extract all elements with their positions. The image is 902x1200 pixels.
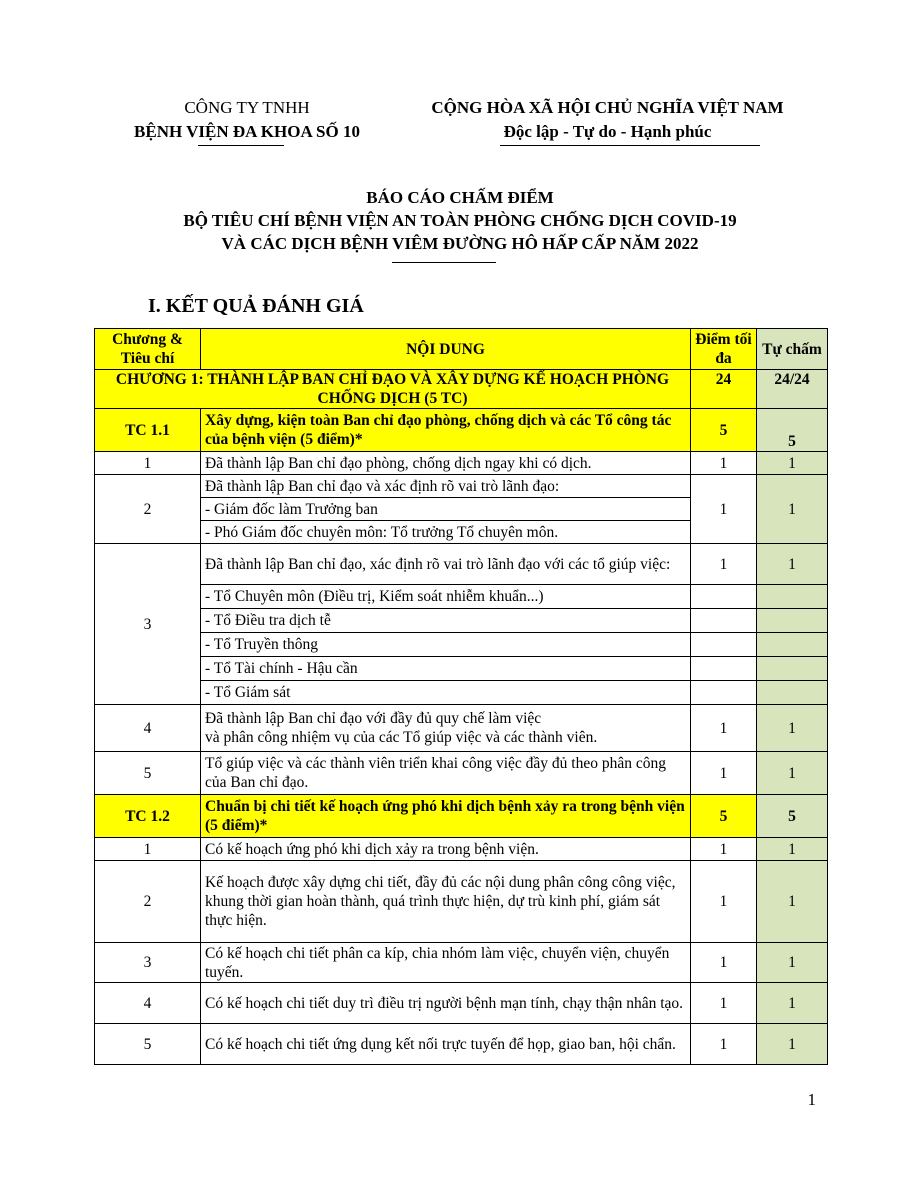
empty-cell bbox=[757, 609, 828, 633]
item-number: 4 bbox=[95, 705, 201, 752]
report-title-line1: BÁO CÁO CHẤM ĐIỂM bbox=[366, 188, 554, 207]
criterion-text: Chuẩn bị chi tiết kế hoạch ứng phó khi dịch bệnh xảy ra trong bệnh viện (5 điểm)* bbox=[201, 795, 691, 838]
item-text: Đã thành lập Ban chỉ đạo, xác định rõ vai trò lãnh đạo với các tổ giúp việc: bbox=[201, 544, 691, 585]
item-text: Có kế hoạch chi tiết ứng dụng kết nối trực tuyến để họp, giao ban, hội chẩn. bbox=[201, 1024, 691, 1065]
chapter-max-score: 24 bbox=[691, 370, 757, 409]
table-row bbox=[95, 544, 828, 585]
empty-cell bbox=[691, 657, 757, 681]
empty-cell bbox=[757, 633, 828, 657]
criterion-self-score: 5 bbox=[757, 795, 828, 838]
item-text: - Tổ Chuyên môn (Điều trị, Kiểm soát nhiễm khuẩn...) bbox=[201, 585, 691, 609]
item-text: - Giám đốc làm Trưởng ban bbox=[201, 498, 691, 521]
criterion-code: TC 1.2 bbox=[95, 795, 201, 838]
table-header-row bbox=[95, 329, 828, 370]
section-title: I. KẾT QUẢ ĐÁNH GIÁ bbox=[148, 295, 364, 317]
criterion-row bbox=[95, 795, 828, 838]
item-number: 2 bbox=[95, 475, 201, 544]
page-number: 1 bbox=[807, 1090, 816, 1109]
item-max-score: 1 bbox=[691, 475, 757, 544]
table-row bbox=[95, 1024, 828, 1065]
item-text bbox=[201, 705, 691, 752]
empty-cell bbox=[691, 633, 757, 657]
item-self-score: 1 bbox=[757, 861, 828, 943]
item-text bbox=[201, 861, 691, 943]
header-self-score: Tự chấm bbox=[757, 329, 828, 370]
item-max-score: 1 bbox=[691, 544, 757, 585]
table-row bbox=[95, 838, 828, 861]
header-content: NỘI DUNG bbox=[201, 329, 691, 370]
item-text-line: Kế hoạch được xây dựng chi tiết, đầy đủ các nội dung phân công công việc, bbox=[205, 874, 676, 891]
empty-cell bbox=[757, 681, 828, 705]
item-text: Đã thành lập Ban chỉ đạo và xác định rõ vai trò lãnh đạo: bbox=[201, 475, 691, 498]
item-self-score: 1 bbox=[757, 1024, 828, 1065]
table-row bbox=[95, 633, 828, 657]
item-number: 4 bbox=[95, 983, 201, 1024]
item-max-score: 1 bbox=[691, 943, 757, 983]
org-name-line1: CÔNG TY TNHH bbox=[184, 98, 310, 117]
item-max-score: 1 bbox=[691, 861, 757, 943]
table-row bbox=[95, 452, 828, 475]
item-self-score: 1 bbox=[757, 544, 828, 585]
chapter-row bbox=[95, 370, 828, 409]
item-max-score: 1 bbox=[691, 1024, 757, 1065]
empty-cell bbox=[757, 585, 828, 609]
item-text: - Tổ Điều tra dịch tễ bbox=[201, 609, 691, 633]
item-text: Có kế hoạch chi tiết phân ca kíp, chia nhóm làm việc, chuyển viện, chuyển tuyến. bbox=[201, 943, 691, 983]
item-max-score: 1 bbox=[691, 983, 757, 1024]
header-max-score: Điểm tối đa bbox=[691, 329, 757, 370]
item-text: Có kế hoạch ứng phó khi dịch xảy ra trong bệnh viện. bbox=[201, 838, 691, 861]
nation-motto: Độc lập - Tự do - Hạnh phúc bbox=[503, 122, 712, 141]
empty-cell bbox=[691, 681, 757, 705]
empty-cell bbox=[691, 585, 757, 609]
criterion-max-score: 5 bbox=[691, 795, 757, 838]
item-text: Tổ giúp việc và các thành viên triển khai công việc đầy đủ theo phân công của Ban chỉ đạo. bbox=[201, 752, 691, 795]
table-row bbox=[95, 983, 828, 1024]
criterion-max-score: 5 bbox=[691, 409, 757, 452]
table-row bbox=[95, 752, 828, 795]
item-self-score: 1 bbox=[757, 838, 828, 861]
item-self-score: 1 bbox=[757, 705, 828, 752]
item-self-score: 1 bbox=[757, 452, 828, 475]
header-chapter: Chương & Tiêu chí bbox=[95, 329, 201, 370]
item-self-score: 1 bbox=[757, 475, 828, 544]
evaluation-table bbox=[94, 328, 828, 1065]
item-max-score: 1 bbox=[691, 452, 757, 475]
table-row bbox=[95, 657, 828, 681]
item-text: - Tổ Tài chính - Hậu cần bbox=[201, 657, 691, 681]
item-number: 5 bbox=[95, 1024, 201, 1065]
title-underline bbox=[392, 262, 496, 263]
table-row bbox=[95, 861, 828, 943]
nation-header bbox=[400, 96, 815, 144]
criterion-text: Xây dựng, kiện toàn Ban chỉ đạo phòng, chống dịch và các Tổ công tác của bệnh viện (5 điểm)* bbox=[201, 409, 691, 452]
criterion-self-score: 5 bbox=[757, 409, 828, 452]
table-row bbox=[95, 609, 828, 633]
item-text: Có kế hoạch chi tiết duy trì điều trị người bệnh mạn tính, chạy thận nhân tạo. bbox=[201, 983, 691, 1024]
chapter-title: CHƯƠNG 1: THÀNH LẬP BAN CHỈ ĐẠO VÀ XÂY DỰNG KẾ HOẠCH PHÒNG CHỐNG DỊCH (5 TC) bbox=[95, 370, 691, 409]
table-row bbox=[95, 585, 828, 609]
chapter-self-score: 24/24 bbox=[757, 370, 828, 409]
item-number: 2 bbox=[95, 861, 201, 943]
org-header bbox=[102, 96, 392, 144]
report-title-line3: VÀ CÁC DỊCH BỆNH VIÊM ĐƯỜNG HÔ HẤP CẤP NĂM 2022 bbox=[221, 234, 699, 253]
org-name-line2: BỆNH VIỆN ĐA KHOA SỐ 10 bbox=[134, 122, 360, 141]
item-text: - Tổ Giám sát bbox=[201, 681, 691, 705]
empty-cell bbox=[691, 609, 757, 633]
report-title bbox=[100, 186, 820, 255]
item-self-score: 1 bbox=[757, 983, 828, 1024]
empty-cell bbox=[757, 657, 828, 681]
criterion-row bbox=[95, 409, 828, 452]
item-text: Đã thành lập Ban chỉ đạo phòng, chống dịch ngay khi có dịch. bbox=[201, 452, 691, 475]
table-row bbox=[95, 705, 828, 752]
item-max-score: 1 bbox=[691, 705, 757, 752]
item-text-line: Đã thành lập Ban chỉ đạo với đầy đủ quy chế làm việc bbox=[205, 710, 542, 727]
item-text-line: khung thời gian hoàn thành, quá trình thực hiện, dự trù kinh phí, giám sát thực hiện. bbox=[205, 893, 661, 929]
item-number: 5 bbox=[95, 752, 201, 795]
item-number: 3 bbox=[95, 943, 201, 983]
report-title-line2: BỘ TIÊU CHÍ BỆNH VIỆN AN TOÀN PHÒNG CHỐNG DỊCH COVID-19 bbox=[183, 211, 737, 230]
item-max-score: 1 bbox=[691, 838, 757, 861]
criterion-code: TC 1.1 bbox=[95, 409, 201, 452]
table-row bbox=[95, 475, 828, 498]
item-text-line: và phân công nhiệm vụ của các Tổ giúp việc và các thành viên. bbox=[205, 729, 598, 746]
table-row bbox=[95, 943, 828, 983]
nation-name: CỘNG HÒA XÃ HỘI CHỦ NGHĨA VIỆT NAM bbox=[431, 98, 784, 117]
table-row bbox=[95, 681, 828, 705]
item-number: 3 bbox=[95, 544, 201, 705]
motto-underline bbox=[500, 145, 760, 146]
item-number: 1 bbox=[95, 452, 201, 475]
item-max-score: 1 bbox=[691, 752, 757, 795]
item-number: 1 bbox=[95, 838, 201, 861]
item-self-score: 1 bbox=[757, 752, 828, 795]
item-text: - Phó Giám đốc chuyên môn: Tổ trưởng Tổ chuyên môn. bbox=[201, 521, 691, 544]
item-self-score: 1 bbox=[757, 943, 828, 983]
item-text: - Tổ Truyền thông bbox=[201, 633, 691, 657]
org-underline bbox=[198, 145, 284, 146]
